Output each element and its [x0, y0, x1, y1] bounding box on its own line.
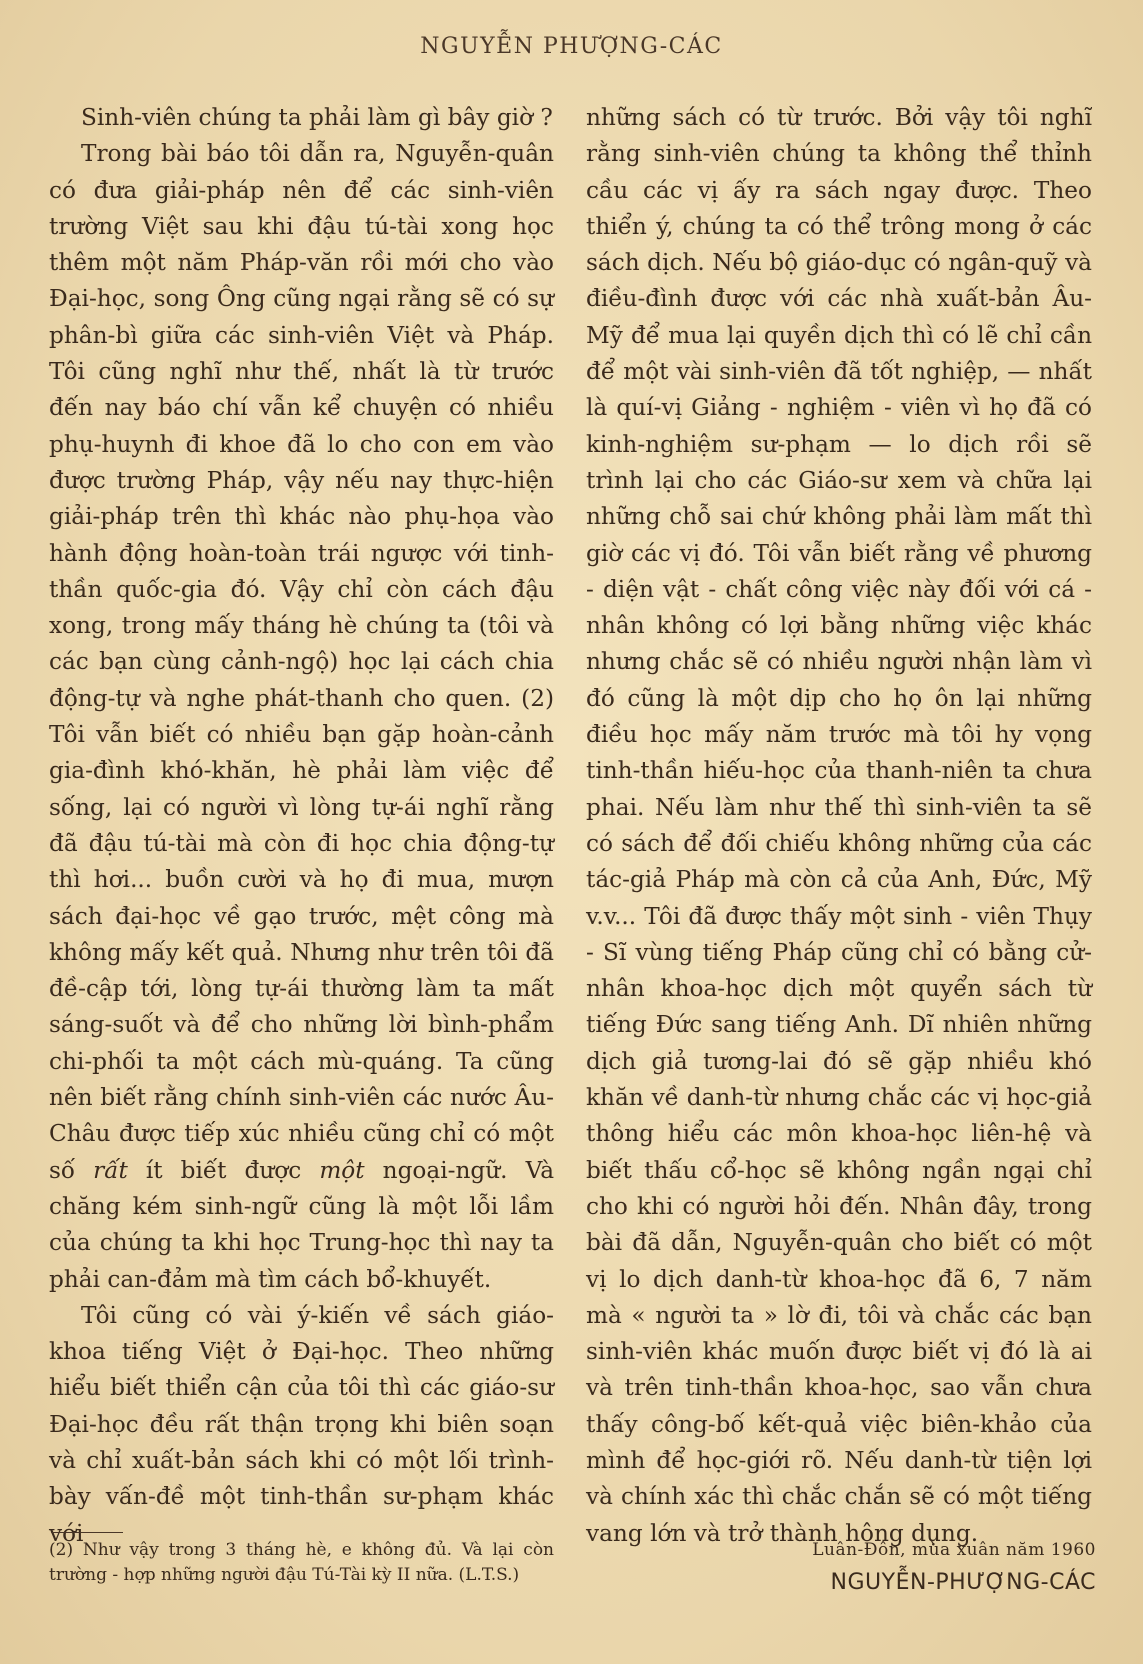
footnote-rule — [51, 1532, 123, 1533]
paragraph-translation: những sách có từ trước. Bởi vậy tôi nghĩ rằng sinh-viên chúng ta không thể thỉnh cầu các vị ấy ra sách ngay được. Theo thiển ý, chúng ta có thể trông mong ở các sách dịch. Nếu bộ giáo-dục có ngân-quỹ và điều-đình được với các nhà xuất-bản Âu-Mỹ để mua lại quyền dịch thì có lẽ chỉ cần để một vài sinh-viên đã tốt nghiệp, — nhất là quí-vị Giảng - nghiệm - viên vì họ đã có kinh-nghiệm sư-phạm — lo dịch rồi sẽ trình lại cho các Giáo-sư xem và chữa lại những chỗ sai chứ không phải làm mất thì giờ các vị đó. Tôi vẫn biết rằng về phương - diện vật - chất công việc này đối với cá - nhân không có lợi bằng những việc khác nhưng chắc sẽ có nhiều người nhận làm vì đó cũng là một dịp cho họ ôn lại những điều học mấy năm trước mà tôi hy vọng tinh-thần hiếu-học của thanh-niên ta chưa phai. Nếu làm như thế thì sinh-viên ta sẽ có sách để đối chiếu không những của các tác-giả Pháp mà còn cả của Anh, Đức, Mỹ v.v... Tôi đã được thấy một sinh - viên Thụy - Sĩ vùng tiếng Pháp cũng chỉ có bằng cử-nhân khoa-học dịch một quyển sách từ tiếng Đức sang tiếng Anh. Dĩ nhiên những dịch giả tương-lai đó sẽ gặp nhiều khó khăn về danh-từ nhưng chắc các vị học-giả thông hiểu các môn khoa-học liên-hệ và biết thấu cổ-học sẽ không ngần ngại chỉ cho khi có người hỏi đến. Nhân đây, trong bài đã dẫn, Nguyễn-quân cho biết có một vị lo dịch danh-từ khoa-học đã 6, 7 năm mà « người ta » lờ đi, tôi và chắc các bạn sinh-viên khác muốn được biết vị đó là ai và trên tinh-thần khoa-học, sao vẫn chưa thấy công-bố kết-quả việc biên-khảo của mình để học-giới rõ. Nếu danh-từ tiện lợi và chính xác thì chắc chắn sẽ có một tiếng vang lớn và trở thành hông dụng. — [586, 104, 1092, 1547]
paragraph-textbooks: Tôi cũng có vài ý-kiến về sách giáo-khoa tiếng Việt ở Đại-học. Theo những hiểu biết thiển cận của tôi thì các giáo-sư Đại-học đều rất thận trọng khi biên soạn và chỉ xuất-bản sách khi có một lối trình-bày vấn-đề một tinh-thần sư-phạm khác với — [49, 1301, 554, 1547]
emphasis-rat: rất — [93, 1156, 128, 1184]
left-column — [49, 100, 554, 1552]
author-signature: NGUYỄN-PHƯỢNG-CÁC — [830, 1570, 1096, 1595]
paragraph-text: Trong bài báo tôi dẫn ra, Nguyễn-quân có đưa giải-pháp nên để các sinh-viên trường Việt sau khi đậu tú-tài xong học thêm một năm Pháp-văn rồi mới cho vào Đại-học, song Ông cũng ngại rằng sẽ có sự phân-bì giữa các sinh-viên Việt và Pháp. Tôi cũng nghĩ như thế, nhất là từ trước đến nay báo chí vẫn kể chuyện có nhiều phụ-huynh đi khoe đã lo cho con em vào được trường Pháp, vậy nếu nay thực-hiện giải-pháp trên thì khác nào phụ-họa vào hành động hoàn-toàn trái ngược với tinh-thần quốc-gia đó. Vậy chỉ còn cách đậu xong, trong mấy tháng hè chúng ta (tôi và các bạn cùng cảnh-ngộ) học lại cách chia động-tự và nghe phát-thanh cho quen. (2) Tôi vẫn biết có nhiều bạn gặp hoàn-cảnh gia-đình khó-khăn, hè phải làm việc để sống, lại có người vì lòng tự-ái nghĩ rằng đã đậu tú-tài mà còn đi học chia động-tự thì hơi... buồn cười và họ đi mua, mượn sách đại-học về gạo trước, mệt công mà không mấy kết quả. Nhưng như trên tôi đã đề-cập tới, lòng tự-ái thường làm ta mất sáng-suốt và để cho những lời bình-phẩm chi-phối ta một cách mù-quáng. Ta cũng nên biết rằng chính sinh-viên các nước Âu-Châu được tiếp xúc nhiều cũng chỉ có một số — [49, 140, 554, 1184]
paragraph-text: ít biết được — [145, 1156, 302, 1184]
emphasis-mot: một — [319, 1156, 365, 1184]
paragraph-text: ngoại-ngữ. Và chăng kém sinh-ngữ cũng là một lỗi lầm của chúng ta khi học Trung-học thì nay ta phải can-đảm mà tìm cách bổ-khuyết. — [49, 1156, 555, 1293]
right-column — [586, 100, 1092, 1552]
place-date: Luân-Đôn, mùa xuân năm 1960 — [812, 1540, 1096, 1560]
paragraph-question: Sinh-viên chúng ta phải làm gì bây giờ ? — [81, 104, 553, 131]
paragraph-solution — [49, 136, 554, 1298]
running-header: NGUYỄN PHƯỢNG-CÁC — [420, 34, 723, 59]
footnote: (2) Như vậy trong 3 tháng hè, e không đủ. Và lại còn trường - hợp những người đậu Tú-Tài kỳ II nữa. (L.T.S.) — [49, 1540, 554, 1585]
